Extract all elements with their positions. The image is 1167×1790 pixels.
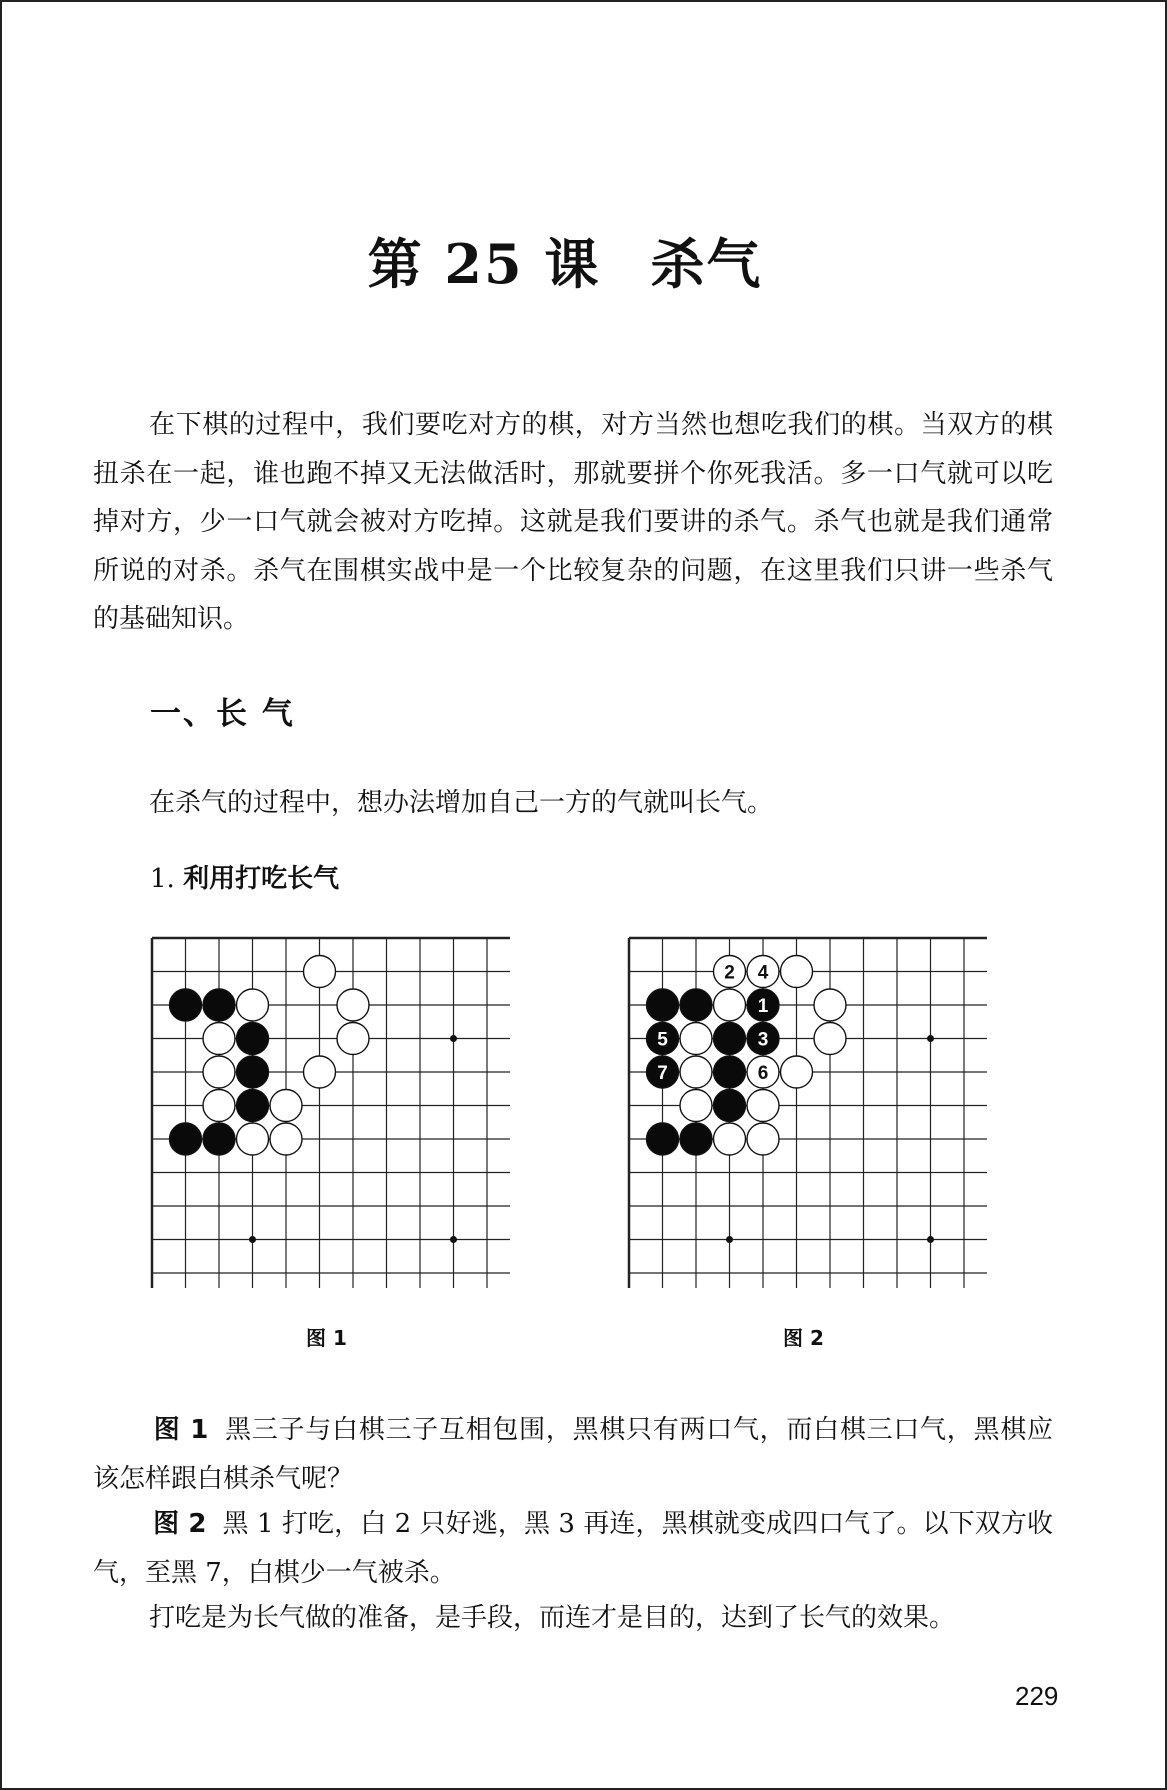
subsection-heading [150, 858, 339, 895]
move-number: 3 [757, 1029, 769, 1051]
white-stone [680, 1023, 712, 1055]
black-stone [747, 989, 779, 1021]
board-stones [647, 956, 847, 1156]
go-board-1 [150, 936, 510, 1288]
white-stone [203, 1056, 235, 1088]
subsection-title: 利用打吃长气 [183, 864, 340, 894]
white-stone [747, 956, 779, 988]
white-stone [747, 1090, 779, 1122]
star-point [450, 1236, 457, 1243]
go-board-2 [627, 936, 987, 1288]
move-number: 6 [757, 1063, 769, 1084]
black-stone [237, 1023, 269, 1055]
black-stone [170, 989, 202, 1021]
conclusion-paragraph: 打吃是为长气做的准备，是手段，而连才是目的，达到了长气的效果。 [149, 1603, 956, 1633]
black-stone [747, 1023, 779, 1055]
white-stone [203, 1090, 235, 1122]
star-point [726, 1236, 733, 1243]
white-stone [270, 1123, 302, 1155]
star-point [249, 1236, 256, 1243]
move-number: 2 [724, 962, 735, 984]
star-point [927, 1236, 934, 1243]
figure-2-text: 黑 1 打吃，白 2 只好逃，黑 3 再连，黑棋就变成四口气了。以下双方收气，至黑 7，白棋少一气被杀。 [93, 1509, 1053, 1588]
lesson-name: 杀气 [650, 232, 763, 296]
black-stone [714, 1023, 746, 1055]
black-stone [647, 1056, 679, 1088]
white-stone [680, 1090, 712, 1122]
black-stone [647, 1023, 679, 1055]
figure-1-caption: 图 1 [306, 1326, 347, 1350]
white-stone [714, 1123, 746, 1155]
move-number: 7 [657, 1063, 668, 1084]
black-stone [237, 1090, 269, 1122]
black-stone [237, 1056, 269, 1088]
black-stone [203, 1123, 235, 1155]
black-stone [714, 1090, 746, 1122]
figure-2-explanation [93, 1500, 1053, 1597]
white-stone [270, 1090, 302, 1122]
white-stone [337, 1023, 369, 1055]
white-stone [714, 956, 746, 988]
page-title [0, 222, 1130, 299]
board-stones [170, 956, 370, 1156]
figure-1-label: 图 1 [153, 1415, 209, 1445]
black-stone [647, 989, 679, 1021]
figure-2-caption: 图 2 [783, 1326, 824, 1350]
white-stone [781, 1056, 813, 1088]
white-stone [237, 989, 269, 1021]
star-point [450, 1035, 457, 1042]
white-stone [304, 956, 336, 988]
page-number: 229 [1015, 1681, 1059, 1711]
black-stone [714, 1056, 746, 1088]
white-stone [203, 1023, 235, 1055]
definition-paragraph: 在杀气的过程中，想办法增加自己一方的气就叫长气。 [149, 788, 774, 818]
star-point [927, 1035, 934, 1042]
white-stone [237, 1123, 269, 1155]
white-stone [781, 956, 813, 988]
move-number: 4 [757, 962, 769, 984]
black-stone [680, 989, 712, 1021]
figure-1-text: 黑三子与白棋三子互相包围，黑棋只有两口气，而白棋三口气，黑棋应该怎样跟白棋杀气呢？ [93, 1415, 1053, 1494]
white-stone [714, 989, 746, 1021]
white-stone [337, 989, 369, 1021]
black-stone [170, 1123, 202, 1155]
black-stone [647, 1123, 679, 1155]
white-stone [814, 989, 846, 1021]
white-stone [747, 1056, 779, 1088]
black-stone [203, 989, 235, 1021]
lesson-number: 第 25 课 [367, 232, 601, 296]
white-stone [814, 1023, 846, 1055]
black-stone [680, 1123, 712, 1155]
section-heading: 一、长 气 [150, 696, 295, 732]
subsection-number: 1. [150, 864, 175, 894]
intro-paragraph: 在下棋的过程中，我们要吃对方的棋，对方当然也想吃我们的棋。当双方的棋扭杀在一起，谁也跑不掉又无法做活时，那就要拼个你死我活。多一口气就可以吃掉对方，少一口气就会被对方吃掉。这就是我们要讲的杀气。杀气也就是我们通常所说的对杀。杀气在围棋实战中是一个比较复杂的问题，在这里我们只讲一些杀气的基础知识。 [93, 410, 1053, 634]
white-stone [680, 1056, 712, 1088]
white-stone [304, 1056, 336, 1088]
move-number: 5 [657, 1029, 668, 1051]
white-stone [747, 1123, 779, 1155]
figure-2-label: 图 2 [153, 1509, 207, 1539]
move-number: 1 [757, 996, 769, 1017]
figure-1-explanation [93, 1406, 1053, 1503]
